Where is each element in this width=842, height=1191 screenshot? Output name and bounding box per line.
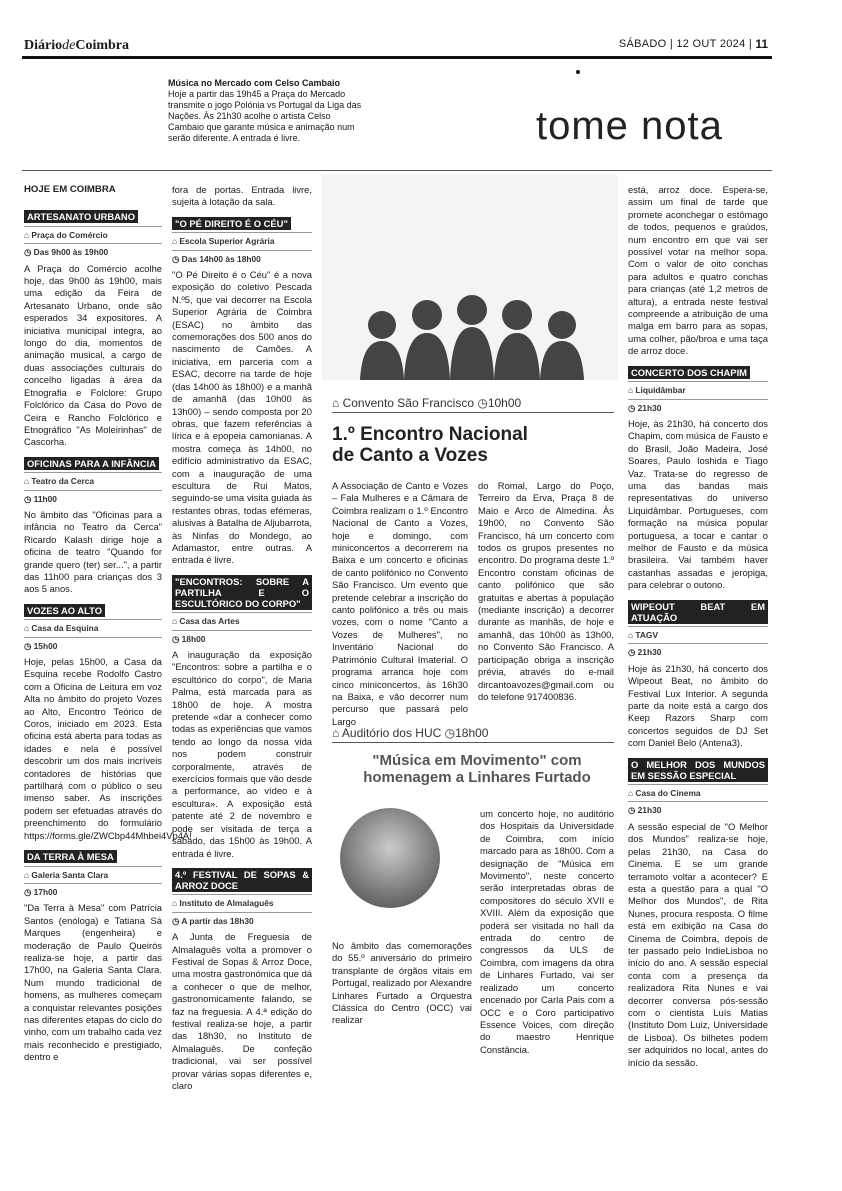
huc-header: ⌂ Auditório dos HUC ◷18h00 bbox=[332, 726, 489, 740]
page-number: 11 bbox=[755, 37, 768, 51]
event-text: A sessão especial de "O Melhor dos Mundos" realiza-se hoje, pelas 21h30, na Casa do Cinema. E se um grande terramoto voltar a acontecer? E esta a questão para a qual "O Melhor dos Mundos", de Rita Nunes, procura resposta. O filme está em exibição na Casa do Cinema de Coimbra, depois de ter passado pelo IndieLisboa no início do ano. A sessão especial conta com a presença da realizadora Rita Nunes e vai decorrer conversa pós-sessão com o cientista Luís Matias (Instituto Dom Luiz, Universidade de Lisboa). Os bilhetes podem ser adquiridos no local, antes do início da sessão. bbox=[628, 820, 768, 1068]
huc-title: "Música em Movimento" com homenagem a Linhares Furtado bbox=[363, 752, 591, 786]
event-time: ◷ 17h00 bbox=[24, 883, 162, 898]
event-place: ⌂ Casa das Artes bbox=[172, 612, 312, 627]
dot-marker bbox=[576, 70, 580, 74]
choir-illustration bbox=[322, 175, 618, 380]
event-tag: "ENCONTROS: SOBRE A PARTILHA E O ESCULTÓRICO DO CORPO" bbox=[172, 575, 312, 610]
event-place: ⌂ Galeria Santa Clara bbox=[24, 866, 162, 881]
event-time: ◷ 11h00 bbox=[24, 490, 162, 505]
portrait-photo bbox=[340, 808, 440, 908]
event-tag: CONCERTO DOS CHAPIM bbox=[628, 366, 750, 379]
feature-title: 1.º Encontro Nacional de Canto a Vozes bbox=[332, 424, 528, 466]
event-text: A Junta de Freguesia de Almalaguês volta a promover o Festival de Sopas & Arroz Doce, uma mostra gastronómica que dá a conhecer o que de melhor, gastronomicamente falando, se faz na freguesia. A 4.ª edição do festival realiza-se hoje, a partir das 18h30, no Instituto de Almalaguês. De confeção tradicional, vai ser possível provar várias sopas diferentes e, claro bbox=[172, 931, 312, 1091]
event-time: ◷ 15h00 bbox=[24, 637, 162, 652]
feature-text-left: A Associação de Canto e Vozes – Fala Mulheres e a Câmara de Coimbra realizam o 1.º Encontro Nacional de Canto a Vozes, hoje e domingo, com miniconcertos a decorrerem na Baixa e um concerto e oficinas de canto polifónico no Convento São Francisco. Um evento que pretende celebrar a inscrição do canto polifónico a três ou mais vozes, com o nome "Canto a Vozes de Mulheres", no Inventário Nacional do Património Cultural Imaterial. O programa arranca hoje com cinco miniconcertos, às 16h30 na Baixa, e vão decorrer num percurso que passará pelo Largo bbox=[332, 480, 468, 727]
event-tag: DA TERRA À MESA bbox=[24, 850, 117, 863]
event-time: ◷ Das 9h00 às 19h00 bbox=[24, 243, 162, 258]
event-place: ⌂ Escola Superior Agrária bbox=[172, 232, 312, 247]
column-5 bbox=[628, 184, 768, 1077]
event-time: ◷ 21h30 bbox=[628, 801, 768, 816]
event-tag: VOZES AO ALTO bbox=[24, 604, 105, 617]
masthead-de: de bbox=[62, 38, 76, 53]
event-place: ⌂ Praça do Comércio bbox=[24, 226, 162, 241]
event-tag: ARTESANATO URBANO bbox=[24, 210, 138, 223]
event-tag: "O PÉ DIREITO É O CÉU" bbox=[172, 217, 291, 230]
event-tag: 4.º FESTIVAL DE SOPAS & ARROZ DOCE bbox=[172, 868, 312, 892]
event-text: "Da Terra à Mesa" com Patrícia Santos (enóloga) e Tatiana Sá Marques (engenheira) e moderação de Paulo Queirós realiza-se hoje, a partir das 17h00, na Galeria Santa Clara. Num mundo tradicional de homens, as mulheres começam a conquistar relevantes posições nas diferentes etapas do ciclo do vinho, com um trabalho cada vez mais reconhecido e prestigiado, dentro e bbox=[24, 902, 162, 1063]
dateline: SÁBADO | 12 OUT 2024 | bbox=[618, 38, 752, 50]
event-time: ◷ 18h00 bbox=[172, 630, 312, 645]
event-place: ⌂ Teatro da Cerca bbox=[24, 472, 162, 487]
event-text: "O Pé Direito é o Céu" é a nova exposição do coletivo Pescada N.º5, que vai decorrer na Escola Superior Agrária de Coimbra (ESAC) no âmbito das comemorações dos 500 anos do nascimento de Camões. A iniciativa, em parceria com a ESAC, decorre na tarde de hoje (das 14h00 às 18h00) e a manhã de amanhã (das 10h00 às 13h00) – sendo composta por 20 obras, que fazem referências à lírica e à epopeia camonianas. A mostra começa às 14h00, no edifício administrativo da ESAC, com a inauguração de uma escultura de Rui Matos, seguindo-se uma visita guiada às restantes obras, todas efémeras, alusivas à Batalha de Aljubarrota, às Ninfas do Mondego, ao Adamastor, entre outras. A entrada é livre. bbox=[172, 269, 312, 566]
event-time: ◷ A partir das 18h30 bbox=[172, 912, 312, 927]
masthead: DiáriodeCoimbra bbox=[24, 38, 129, 53]
event-text: Hoje, pelas 15h00, a Casa da Esquina recebe Rodolfo Castro com a Oficina de Leitura em voz Alta no âmbito do projeto Vozes ao Alto, Encontro Teórico de Coros, iniciado em 2023. Esta oficina está aberta para todas as idades e nela é possível descobrir um dos mais incríveis contadores de histórias que partilhará com o público o seu imenso saber. As inscrições podem ser efetuadas através do preenchimento do formulário https://forms.gle/ZWCbp44Mhbei4Vp4A! bbox=[24, 656, 192, 841]
event-text: Hoje às 21h30, há concerto dos Wipeout Beat, no âmbito do Festival Lux Interior. A segunda parte da noite está a cargo dos Keep Razors Sharp com concertos seguidos de DJ Set com Daniel Belo (Antena3). bbox=[628, 662, 768, 749]
event-place: ⌂ Liquidâmbar bbox=[628, 381, 768, 396]
huc-text-left: No âmbito das comemorações do 55.º aniversário do primeiro transplante de órgãos vitais em Portugal, realizado por Alexandre Linhares Furtado a Orquestra Clássica do Centro (OCC) vai realizar bbox=[332, 940, 472, 1026]
feature-header: ⌂ Convento São Francisco ◷10h00 bbox=[332, 396, 522, 410]
event-place: ⌂ Casa da Esquina bbox=[24, 619, 162, 634]
column-2 bbox=[172, 184, 312, 1100]
section-rule bbox=[22, 170, 772, 171]
choir-silhouettes bbox=[322, 175, 618, 380]
event-tag: OFICINAS PARA A INFÂNCIA bbox=[24, 457, 159, 470]
column-heading: HOJE EM COIMBRA bbox=[24, 184, 116, 195]
event-place: ⌂ TAGV bbox=[628, 626, 768, 641]
continued-text: fora de portas. Entrada livre, sujeita à lotação da sala. bbox=[172, 184, 312, 208]
top-news-box bbox=[168, 78, 368, 144]
feature-text-right: do Romal, Largo do Poço, Terreiro da Erva, Praça 8 de Maio e Arco de Almedina. Às 19h00, no Convento São Francisco, há um concerto com todos os grupos presentes no encontro. Do programa deste 1.º Encontro constam oficinas de canto polifónico que são gratuitas e abertas à população (mediante inscrição) a decorrer durante as manhãs, de hoje e amanhã, das 10h00 às 13h00, no Convento São Francisco. A participação obriga a inscrição prévia, através do e-mail dircantoavozes@gmail.com ou do telefone 917400836. bbox=[478, 480, 614, 702]
event-place: ⌂ Casa do Cinema bbox=[628, 784, 768, 799]
event-time: ◷ Das 14h00 às 18h00 bbox=[172, 250, 312, 265]
event-tag: WIPEOUT BEAT EM ATUAÇÃO bbox=[628, 600, 768, 624]
event-text: No âmbito das "Oficinas para a infância no Teatro da Cerca" Ricardo Kalash dirige hoje a oficina de teatro "Quando for grande quero (ter) ser...", a partir das 11h00 para crianças dos 3 aos 5 anos. bbox=[24, 508, 162, 595]
event-place: ⌂ Instituto de Almalaguês bbox=[172, 894, 312, 909]
event-text: A inauguração da exposição "Encontros: sobre a partilha e o escultórico do corpo", de Maria Palma, está marcada para as 18h00 de hoje. A mostra pretende «dar a conhecer como todas as experiências que vamos tendo ao longo da nossa vida nos podem construir corporalmente, através de exercícios formais que vão desde a performance, ao vídeo e à escultura». A exposição está patente até 2 de novembro e pode ser visitada de terça a sábado, das 15h00 às 19h00. A entrada é livre. bbox=[172, 649, 312, 859]
event-text: Hoje, às 21h30, há concerto dos Chapim, com música de Fausto e do Brasil, João Madeira, José Soares, Paulo Ioshida e Tiago Vaz. Trata-se do regresso de uma das bandas mais representativas do universo Liquidâmbar. Portugueses, com formação na música popular portuguesa, a tocar e cantar o melhor de Fausto e da música brasileira. Vai também haver castanhas assadas e jeropiga, para celebrar o outono. bbox=[628, 417, 768, 591]
huc-rule bbox=[332, 742, 614, 743]
event-text: A Praça do Comércio acolhe hoje, das 9h00 às 19h00, mais uma edição da Feira de Artesanato Urbano, onde são esperados 34 expositores. A iniciativa municipal integra, ao longo do dia, momentos de animação musical, a cargo de duas associações culturais do concelho ligadas à área da Etnografia e Folclore: Grupo Folclórico da Casa do Povo de Ceira e Rancho Folclórico e Etnográfico "As Moleirinhas" de Cascorha. bbox=[24, 262, 162, 448]
continued-text: está, arroz doce. Espera-se, assim um final de tarde que promete aconchegar o estômago de todos, pequenos e graúdos, num encontro em que vai ser possível votar na melhor sopa. Com o valor de oito conchas para adultos e quatro conchas para crianças (até 1,2 metros de altura), a entrada neste festival compreende a atribuição de uma malga em barro para as sopas, uma colher, pão/broa e uma taça de arroz doce. bbox=[628, 184, 768, 357]
masthead-city: Coimbra bbox=[75, 38, 129, 53]
feature-rule bbox=[332, 412, 614, 413]
top-news-title: Música no Mercado com Celso Cambaio bbox=[168, 78, 341, 88]
event-time: ◷ 21h30 bbox=[628, 399, 768, 414]
event-tag: O MELHOR DOS MUNDOS EM SESSÃO ESPECIAL bbox=[628, 758, 768, 782]
event-time: ◷ 21h30 bbox=[628, 643, 768, 658]
section-title: tome nota bbox=[536, 104, 723, 148]
huc-text-right: um concerto hoje, no auditório dos Hospitais da Universidade de Coimbra, com início marcado para as 18h00. Com a designação de "Música em Movimento", neste concerto serão interpretadas obras de compositores do século XVII e XVIII. Além da exposição que poderá ser visitada no hall da entrada do centro de congressos da ULS de Coimbra, com imagens da obra de Linhares Furtado, vai ser realizado um concerto encenado por Carla Pais com a OCC e o Coro participativo Essence Voices, com direção do maestro Henrique Constância. bbox=[480, 808, 614, 1055]
header-rule bbox=[22, 56, 772, 59]
top-news-text: Hoje a partir das 19h45 a Praça do Mercado transmite o jogo Polónia vs Portugal da Liga das Nações. Às 21h30 acolhe o artista Celso Cambaio que garante música e animação num serão diferente. A entrada é livre. bbox=[168, 89, 362, 143]
